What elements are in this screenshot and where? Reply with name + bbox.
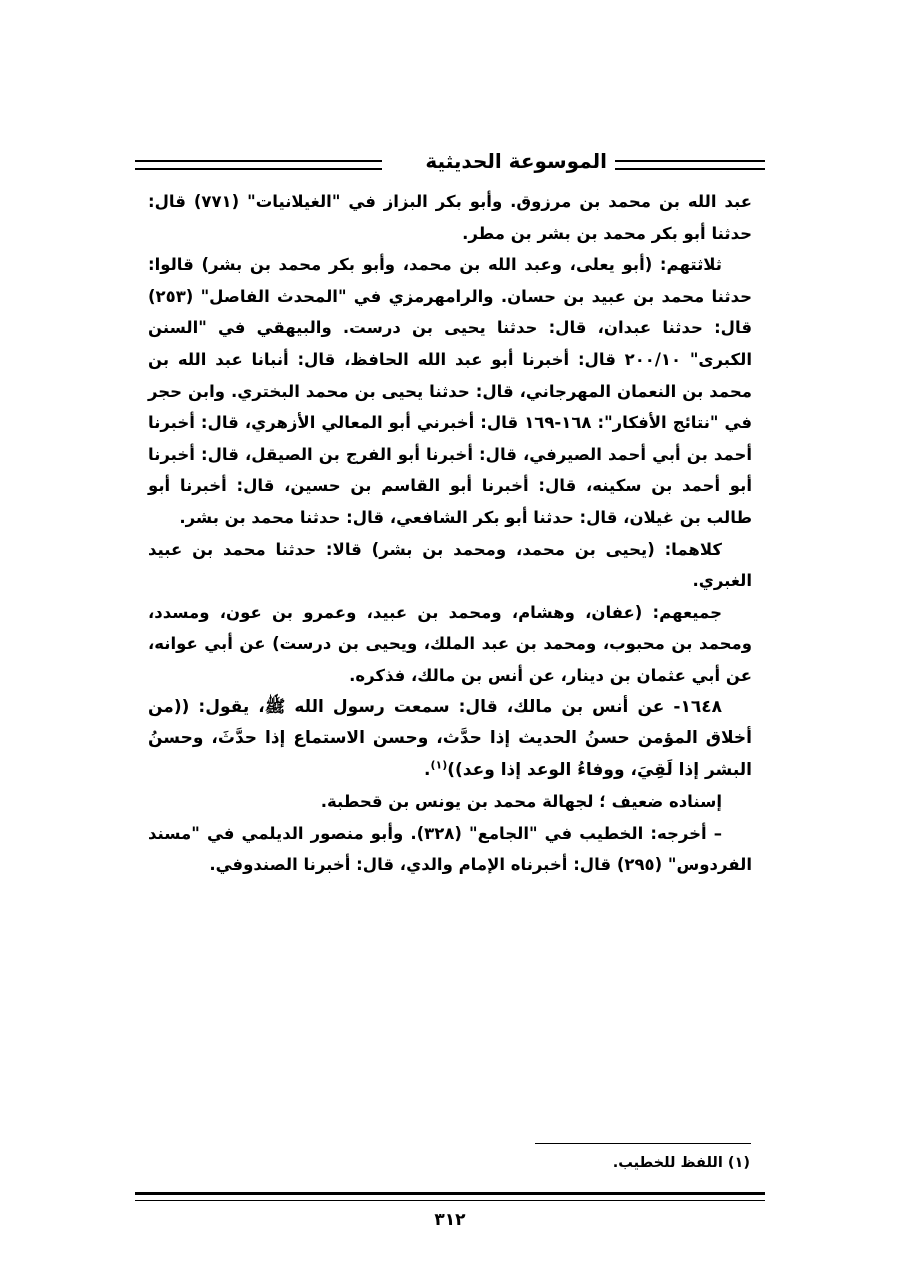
takhrij-paragraph: – أخرجه: الخطيب في "الجامع" (٣٢٨). وأبو منصور الديلمي في "مسند الفردوس" (٢٩٥) قال: أخبرناه الإمام والدي، قال: أخبرنا الصندوفي.: [148, 823, 752, 875]
hadith-end: .: [424, 759, 431, 780]
hadith-1648: [148, 692, 752, 787]
paragraph-chain-thalathatuhum: ثلاثتهم: (أبو يعلى، وعبد الله بن محمد، وأبو بكر محمد بن بشر) قالوا: حدثنا محمد بن عبيد بن حسان. والرامهرمزي في "المحدث الفاصل" (٢٥٣) قال: حدثنا عبدان، قال: حدثنا يحيى بن درست. والبيهقي في "السنن الكبرى" ٢٠٠/١٠ قال: أخبرنا أبو عبد الله الحافظ، قال: أنبانا عبد الله بن محمد بن النعمان المهرجاني، قال: حدثنا يحيى بن محمد البختري. وابن حجر في "نتائج الأفكار": ١٦٨-١٦٩ قال: أخبرني أبو المعالي الأزهري، قال: أخبرنا أحمد بن أبي أحمد الصيرفي، قال: أخبرنا أبو الفرج بن الصيقل، قال: أخبرنا أبو أحمد بن سكينه، قال: أخبرنا أبو القاسم بن حسين، قال: أخبرنا أبو طالب بن غيلان، قال: حدثنا أبو بكر الشافعي، قال: حدثنا محمد بن بشر.: [148, 255, 752, 527]
header-rule-left: [135, 160, 382, 170]
running-header: [135, 148, 765, 178]
paragraph-continuation: عبد الله بن محمد بن مرزوق. وأبو بكر البزاز في "الغيلانيات" (٧٧١) قال: حدثنا أبو بكر محمد بن بشر بن مطر.: [148, 192, 752, 243]
isnad-grading: [148, 786, 752, 818]
paragraph-chain-jamiuhum: جميعهم: (عفان، وهشام، ومحمد بن عبيد، وعمرو بن عون، ومسدد، ومحمد بن محبوب، ومحمد بن عبد الملك، ويحيى بن درست) عن أبي عوانه، عن أبي عثمان بن دينار، عن أنس بن مالك، فذكره.: [148, 602, 752, 685]
page-number: ٣١٢: [434, 1210, 466, 1230]
footer-rule: [135, 1192, 765, 1201]
page-body: [148, 186, 752, 881]
isnad-label: إسناده ضعيف: [611, 792, 722, 812]
footnote-separator: [535, 1143, 751, 1144]
isnad-reason: ؛ لجهالة محمد بن يونس بن قحطبة.: [320, 792, 606, 812]
book-title: الموسوعة الحديثية: [425, 149, 607, 173]
footnote-1: (١) اللفظ للخطيب.: [612, 1155, 750, 1171]
header-rule-right: [615, 160, 765, 170]
paragraph-chain-kilahuma: كلاهما: (يحيى بن محمد، ومحمد بن بشر) قالا: حدثنا محمد بن عبيد الغبري.: [148, 539, 752, 591]
hadith-text: ١٦٤٨- عن أنس بن مالك، قال: سمعت رسول الله ﷺ، يقول: ((من أخلاق المؤمن حسنُ الحديث إذا حدَّث، وحسن الاستماع إذا حدَّثَ، وحسنُ البشر إذا لَقِيَ، ووفاءُ الوعد إذا وعد)): [148, 696, 752, 780]
footnote-marker: (١): [430, 758, 448, 772]
